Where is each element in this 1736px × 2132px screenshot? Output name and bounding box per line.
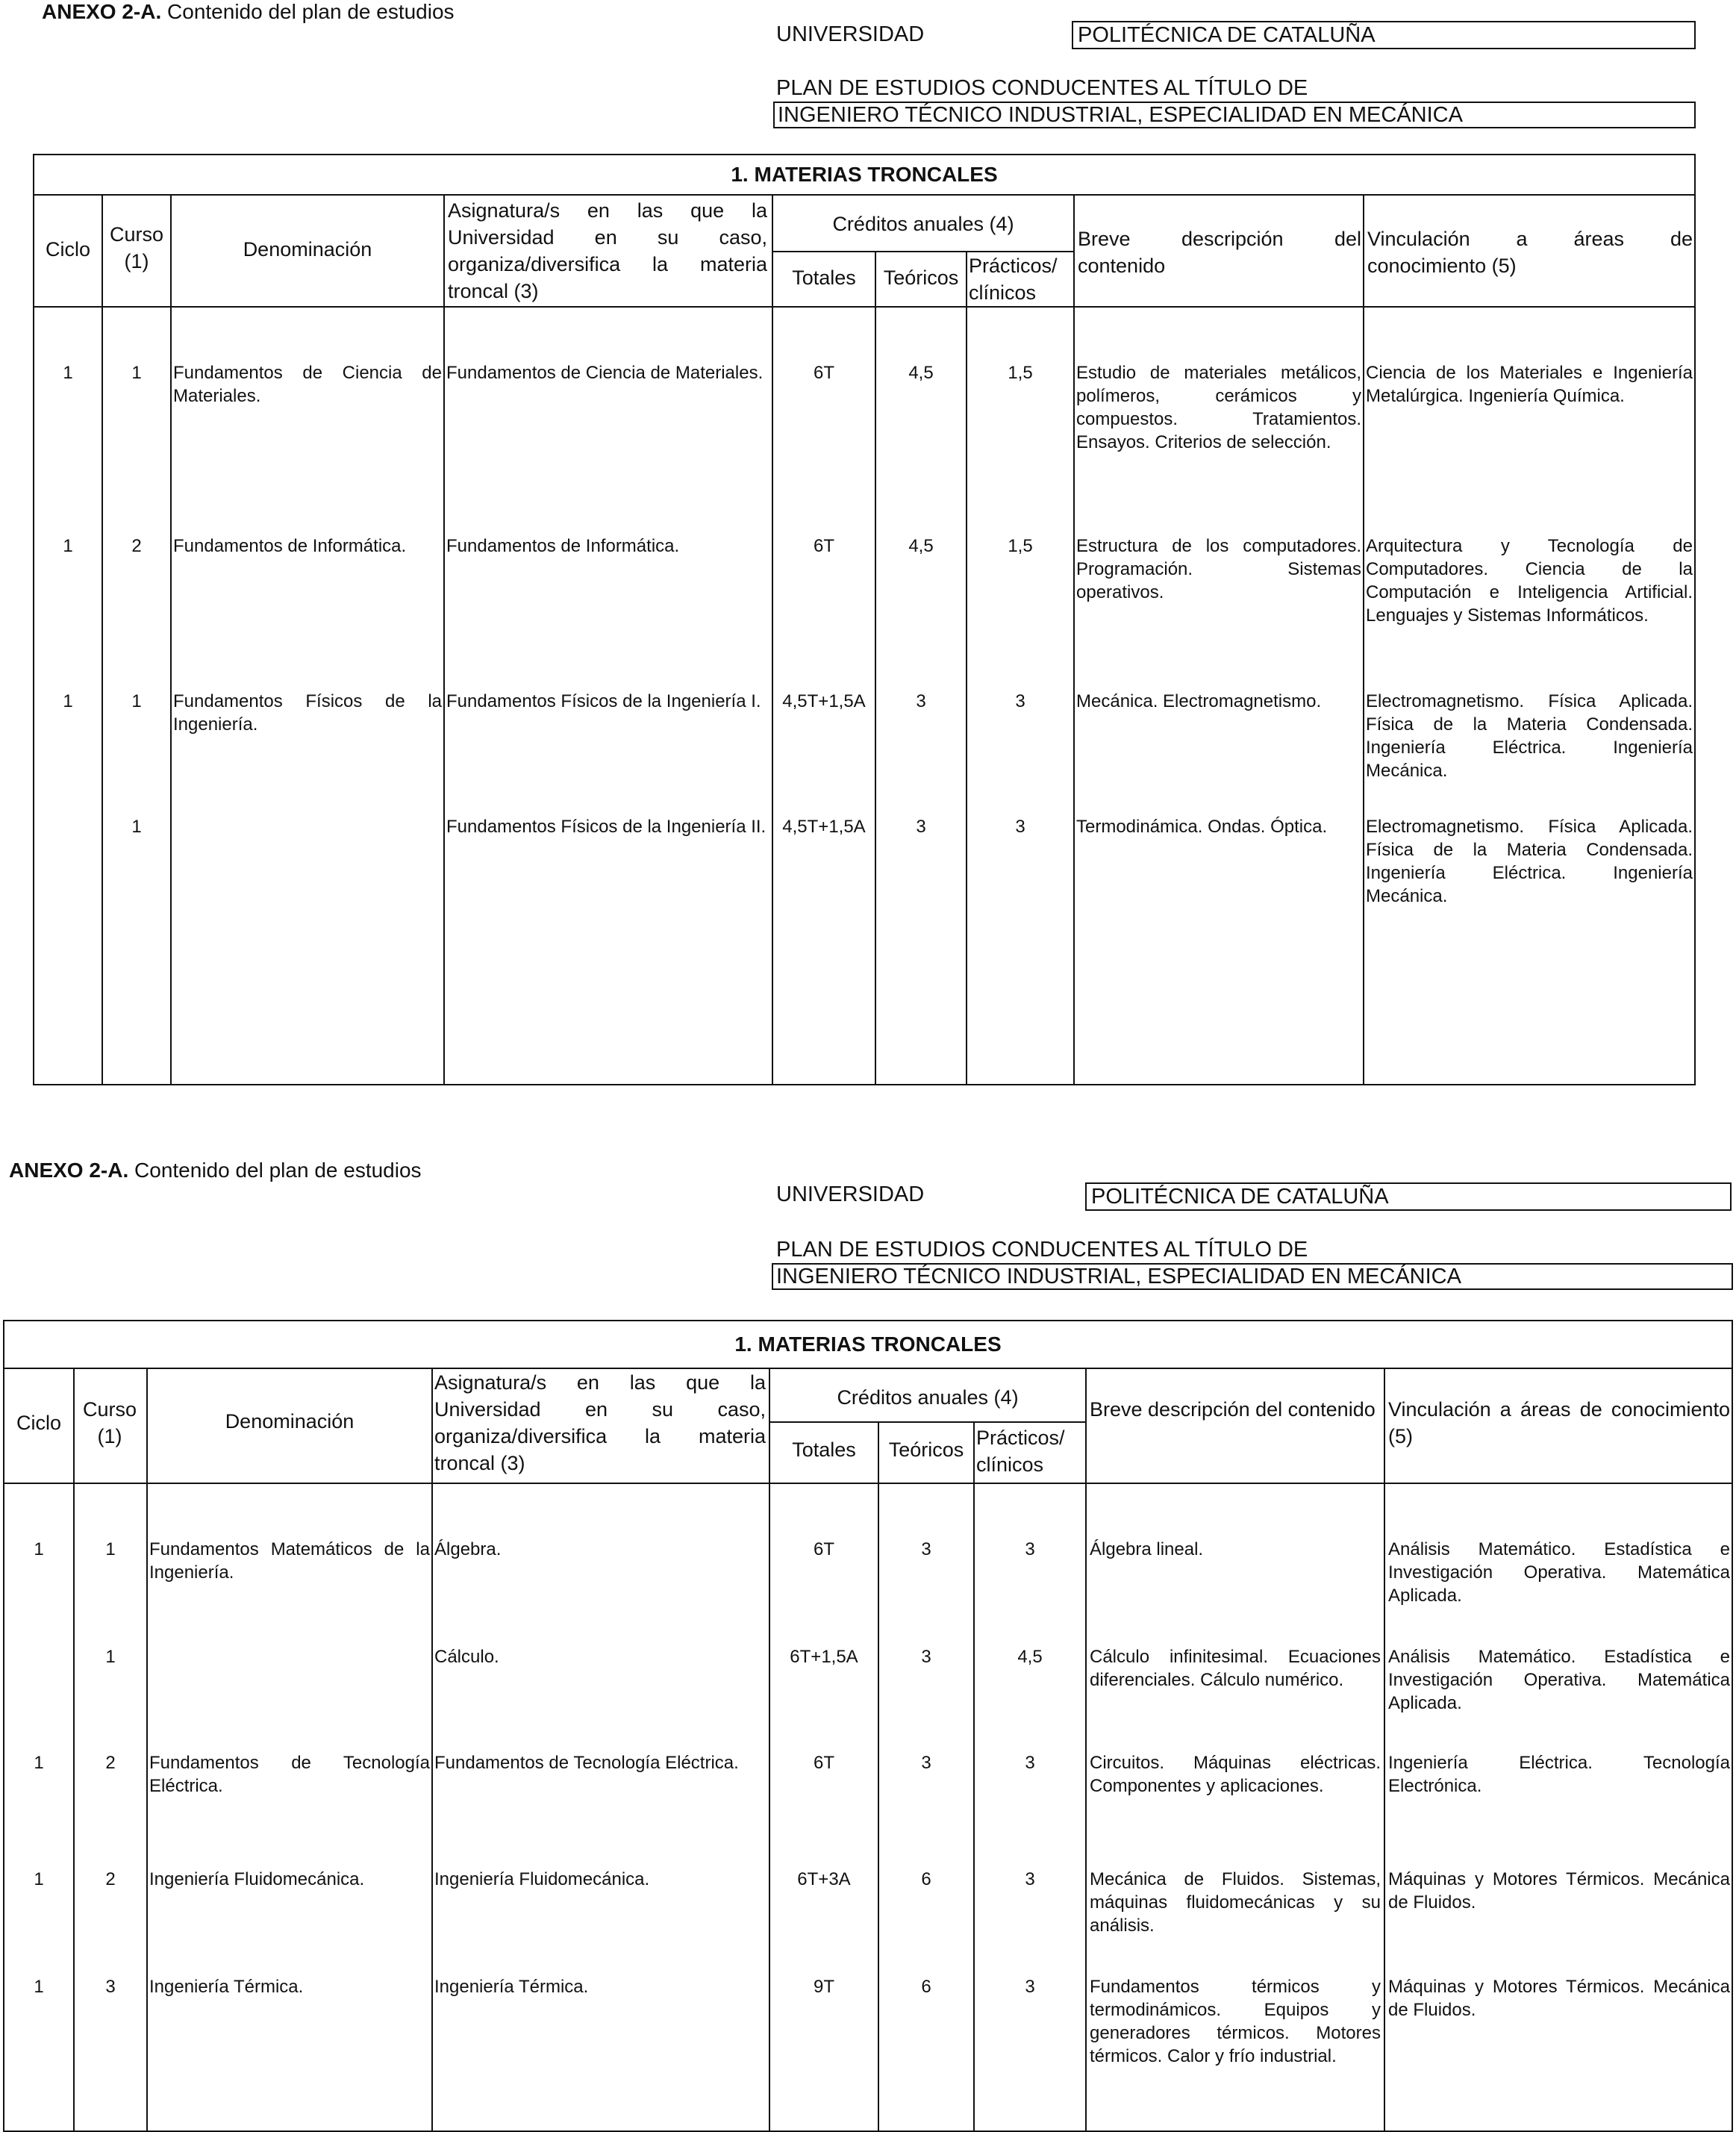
cell-teoricos: 3 <box>916 691 926 711</box>
cell-curso: 2 <box>105 1753 116 1773</box>
header-curso: Curso (1) <box>109 223 164 272</box>
cell-curso: 2 <box>131 536 142 556</box>
cell-totales: 6T <box>813 363 834 383</box>
header-totales: Totales <box>792 1439 856 1461</box>
cell-ciclo: 1 <box>63 536 73 556</box>
col-divider <box>1073 194 1075 1084</box>
header-teoricos: Teóricos <box>888 1439 964 1461</box>
document-page-2 <box>0 1150 1736 2132</box>
cell-practicos: 1,5 <box>1008 363 1033 383</box>
cell-descripcion: Estudio de materiales metálicos, polímeros, cerámicos y compuestos. Tratamientos. Ensayos. Criterios de selección. <box>1076 363 1361 452</box>
cell-descripcion: Estructura de los computadores. Programación. Sistemas operativos. <box>1076 536 1361 602</box>
cell-practicos: 3 <box>1015 817 1025 837</box>
cell-denominacion: Fundamentos Físicos de la Ingeniería. <box>173 691 442 735</box>
cell-descripcion: Fundamentos térmicos y termodinámicos. Equipos y generadores térmicos. Motores térmicos. Calor y frío industrial. <box>1090 1977 1381 2066</box>
cell-asignatura: Fundamentos Físicos de la Ingeniería II. <box>446 817 766 837</box>
cell-denominacion: Ingeniería Fluidomecánica. <box>149 1869 365 1889</box>
cell-curso: 1 <box>131 817 142 837</box>
cell-denominacion: Fundamentos Matemáticos de la Ingeniería. <box>149 1539 430 1583</box>
university-value-box: POLITÉCNICA DE CATALUÑA <box>1085 1182 1732 1211</box>
cell-descripcion: Cálculo infinitesimal. Ecuaciones diferenciales. Cálculo numérico. <box>1090 1647 1381 1690</box>
university-value-box: POLITÉCNICA DE CATALUÑA <box>1072 21 1696 49</box>
cell-curso: 3 <box>105 1977 116 1997</box>
header-denominacion: Denominación <box>225 1410 355 1433</box>
cell-totales: 6T+1,5A <box>790 1647 858 1667</box>
col-divider <box>772 194 773 1084</box>
col-divider <box>146 1368 148 2131</box>
cell-totales: 6T <box>813 536 834 556</box>
cell-denominacion: Fundamentos de Tecnología Eléctrica. <box>149 1753 430 1796</box>
header-curso: Curso (1) <box>82 1398 137 1447</box>
cell-descripcion: Álgebra lineal. <box>1090 1539 1204 1559</box>
header-teoricos: Teóricos <box>883 266 959 289</box>
cell-vinculacion: Electromagnetismo. Física Aplicada. Física de la Materia Condensada. Ingeniería Eléctrica. Ingeniería Mecánica. <box>1366 817 1693 906</box>
degree-title-box: INGENIERO TÉCNICO INDUSTRIAL, ESPECIALIDAD EN MECÁNICA <box>772 1263 1733 1290</box>
col-divider <box>431 1368 433 2131</box>
cell-teoricos: 6 <box>921 1869 931 1889</box>
cell-vinculacion: Análisis Matemático. Estadística e Investigación Operativa. Matemática Aplicada. <box>1388 1647 1730 1713</box>
cell-totales: 6T <box>813 1539 834 1559</box>
annex-heading: ANEXO 2-A. Contenido del plan de estudios <box>9 1159 422 1182</box>
cell-totales: 6T <box>813 1753 834 1773</box>
cell-curso: 1 <box>105 1647 116 1667</box>
cell-asignatura: Ingeniería Fluidomecánica. <box>434 1869 650 1889</box>
header-divider <box>34 306 1694 308</box>
header-totales: Totales <box>792 266 856 289</box>
cell-ciclo: 1 <box>34 1753 44 1773</box>
cell-teoricos: 3 <box>921 1539 931 1559</box>
header-divider <box>4 1483 1732 1484</box>
materias-table <box>33 154 1696 1085</box>
cell-ciclo: 1 <box>63 363 73 383</box>
col-divider <box>878 1421 879 2131</box>
col-divider <box>443 194 445 1084</box>
header-creditos: Créditos anuales (4) <box>832 213 1014 235</box>
plan-label: PLAN DE ESTUDIOS CONDUCENTES AL TÍTULO DE <box>776 76 1308 100</box>
cell-denominacion: Fundamentos de Informática. <box>173 536 407 556</box>
cell-asignatura: Fundamentos de Informática. <box>446 536 680 556</box>
header-ciclo: Ciclo <box>16 1412 61 1434</box>
header-descripcion: Breve descripción del contenido <box>1090 1398 1376 1421</box>
cell-practicos: 3 <box>1015 691 1025 711</box>
cell-practicos: 4,5 <box>1017 1647 1043 1667</box>
header-vinculacion: Vinculación a áreas de conocimiento (5) <box>1388 1398 1730 1447</box>
cell-teoricos: 3 <box>921 1753 931 1773</box>
cell-descripcion: Termodinámica. Ondas. Óptica. <box>1076 817 1328 837</box>
cell-teoricos: 4,5 <box>908 536 934 556</box>
cell-teoricos: 4,5 <box>908 363 934 383</box>
cell-practicos: 3 <box>1025 1539 1035 1559</box>
cell-practicos: 1,5 <box>1008 536 1033 556</box>
col-divider <box>102 194 103 1084</box>
cell-ciclo: 1 <box>34 1539 44 1559</box>
cell-vinculacion: Ingeniería Eléctrica. Tecnología Electrónica. <box>1388 1753 1730 1796</box>
section-banner: 1. MATERIAS TRONCALES <box>4 1321 1732 1369</box>
header-denominacion: Denominación <box>243 238 372 261</box>
materias-table <box>3 1320 1733 2132</box>
cell-vinculacion: Electromagnetismo. Física Aplicada. Física de la Materia Condensada. Ingeniería Eléctrica. Ingeniería Mecánica. <box>1366 691 1693 781</box>
header-practicos: Prácticos/ clínicos <box>976 1427 1065 1476</box>
cell-descripcion: Mecánica. Electromagnetismo. <box>1076 691 1322 711</box>
cell-totales: 4,5T+1,5A <box>782 691 866 711</box>
cell-teoricos: 3 <box>921 1647 931 1667</box>
creditos-subdivider <box>769 1421 1085 1423</box>
cell-asignatura: Cálculo. <box>434 1647 499 1667</box>
cell-vinculacion: Ciencia de los Materiales e Ingeniería Metalúrgica. Ingeniería Química. <box>1366 363 1693 406</box>
cell-totales: 4,5T+1,5A <box>782 817 866 837</box>
header-vinculacion: Vinculación a áreas de conocimiento (5) <box>1367 228 1693 277</box>
header-asignatura: Asignatura/s en las que la Universidad en su caso, organiza/diversifica la materia troncal (3) <box>434 1371 766 1474</box>
cell-practicos: 3 <box>1025 1753 1035 1773</box>
cell-totales: 9T <box>813 1977 834 1997</box>
cell-vinculacion: Máquinas y Motores Térmicos. Mecánica de Fluidos. <box>1388 1869 1730 1913</box>
cell-asignatura: Fundamentos de Tecnología Eléctrica. <box>434 1753 739 1773</box>
cell-asignatura: Fundamentos Físicos de la Ingeniería I. <box>446 691 761 711</box>
header-practicos: Prácticos/ clínicos <box>969 255 1058 304</box>
cell-asignatura: Fundamentos de Ciencia de Materiales. <box>446 363 764 383</box>
col-divider <box>1384 1368 1385 2131</box>
cell-descripcion: Mecánica de Fluidos. Sistemas, máquinas fluidomecánicas y su análisis. <box>1090 1869 1381 1936</box>
cell-practicos: 3 <box>1025 1977 1035 1997</box>
cell-denominacion: Fundamentos de Ciencia de Materiales. <box>173 363 442 406</box>
cell-ciclo: 1 <box>63 691 73 711</box>
cell-ciclo: 1 <box>34 1977 44 1997</box>
cell-ciclo: 1 <box>34 1869 44 1889</box>
cell-vinculacion: Análisis Matemático. Estadística e Investigación Operativa. Matemática Aplicada. <box>1388 1539 1730 1606</box>
section-banner: 1. MATERIAS TRONCALES <box>34 155 1694 196</box>
annex-heading: ANEXO 2-A. Contenido del plan de estudios <box>42 0 455 23</box>
header-creditos: Créditos anuales (4) <box>837 1386 1019 1409</box>
cell-descripcion: Circuitos. Máquinas eléctricas. Componentes y aplicaciones. <box>1090 1753 1381 1796</box>
col-divider <box>73 1368 75 2131</box>
plan-label: PLAN DE ESTUDIOS CONDUCENTES AL TÍTULO DE <box>776 1238 1308 1262</box>
cell-curso: 1 <box>131 691 142 711</box>
cell-curso: 1 <box>105 1539 116 1559</box>
col-divider <box>1085 1368 1087 2131</box>
col-divider <box>973 1421 975 2131</box>
cell-vinculacion: Máquinas y Motores Térmicos. Mecánica de Fluidos. <box>1388 1977 1730 2020</box>
cell-curso: 1 <box>131 363 142 383</box>
cell-asignatura: Álgebra. <box>434 1539 502 1559</box>
col-divider <box>769 1368 770 2131</box>
degree-title-box: INGENIERO TÉCNICO INDUSTRIAL, ESPECIALIDAD EN MECÁNICA <box>773 102 1696 128</box>
cell-teoricos: 6 <box>921 1977 931 1997</box>
cell-practicos: 3 <box>1025 1869 1035 1889</box>
university-label: UNIVERSIDAD <box>776 22 925 46</box>
cell-denominacion: Ingeniería Térmica. <box>149 1977 304 1997</box>
cell-curso: 2 <box>105 1869 116 1889</box>
header-ciclo: Ciclo <box>45 238 90 261</box>
col-divider <box>1363 194 1364 1084</box>
header-asignatura: Asignatura/s en las que la Universidad en su caso, organiza/diversifica la materia troncal (3) <box>448 199 767 302</box>
cell-teoricos: 3 <box>916 817 926 837</box>
cell-asignatura: Ingeniería Térmica. <box>434 1977 589 1997</box>
header-descripcion: Breve descripción del contenido <box>1078 228 1361 277</box>
cell-vinculacion: Arquitectura y Tecnología de Computadores. Ciencia de la Computación e Inteligencia Artificial. Lenguajes y Sistemas Informáticos. <box>1366 536 1693 626</box>
university-label: UNIVERSIDAD <box>776 1182 925 1206</box>
cell-totales: 6T+3A <box>797 1869 851 1889</box>
col-divider <box>170 194 172 1084</box>
